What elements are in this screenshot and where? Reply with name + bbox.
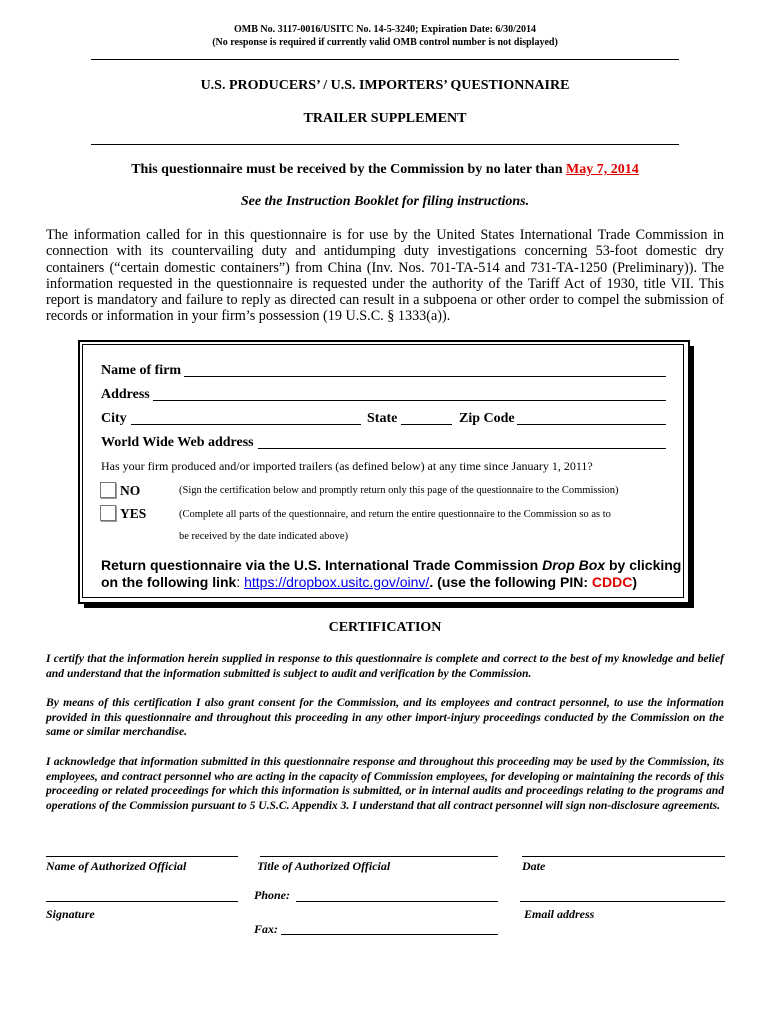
return-colon: :: [236, 574, 245, 590]
due-text: This questionnaire must be received by the Commission by no later than: [131, 162, 563, 177]
phone-field[interactable]: [296, 901, 498, 902]
return-text-2: by clicking on the following link: [101, 557, 682, 590]
zip-label: Zip Code: [459, 411, 515, 426]
email-label: Email address: [524, 907, 595, 921]
firm-name-field[interactable]: [184, 376, 666, 377]
certification-paragraph-3: I acknowledge that information submitted in this questionnaire response and throughout this proceeding may be used by the Commission, its employees, and contract personnel who are acting in the capacity of Commission employees, for developing or maintaining the records of this proceeding or related proceedings for which this information is submitted, or in internal audits and proceedings relating to the programs and operations of the Commission pursuant to 5 U.S.C. Appendix 3. I understand that all contract personnel will sign non-disclosure agreements.: [46, 755, 724, 812]
official-title-label: Title of Authorized Official: [257, 859, 391, 873]
official-title-field[interactable]: [260, 856, 498, 857]
state-label: State: [367, 411, 398, 426]
no-checkbox[interactable]: [100, 482, 116, 498]
official-name-label: Name of Authorized Official: [46, 859, 187, 873]
return-close: ): [632, 574, 638, 590]
subtitle-divider: [91, 144, 679, 145]
page-subtitle: TRAILER SUPPLEMENT: [303, 111, 467, 126]
fax-field[interactable]: [281, 934, 498, 935]
city-field[interactable]: [131, 424, 361, 425]
page-title: U.S. PRODUCERS’ / U.S. IMPORTERS’ QUESTIONNAIRE: [200, 78, 570, 93]
pin-code: CDDC: [591, 574, 633, 590]
address-field[interactable]: [153, 400, 666, 401]
no-option-note: (Sign the certification below and promptly return only this page of the questionnaire to the Commission): [179, 485, 619, 496]
phone-label: Phone:: [254, 888, 290, 902]
web-address-label: World Wide Web address: [101, 435, 254, 450]
date-label: Date: [522, 859, 546, 873]
zip-field[interactable]: [517, 424, 666, 425]
omb-note: (No response is required if currently valid OMB control number is not displayed): [212, 37, 558, 48]
address-label: Address: [101, 387, 150, 402]
date-field[interactable]: [522, 856, 725, 857]
dropbox-link[interactable]: https://dropbox.usitc.gov/oinv/: [244, 574, 430, 590]
due-date: May 7, 2014: [566, 162, 639, 177]
yes-option-label: YES: [120, 506, 147, 521]
fax-label: Fax:: [254, 922, 278, 936]
yes-option-note-2: be received by the date indicated above): [179, 531, 349, 542]
official-name-field[interactable]: [46, 856, 238, 857]
trailer-question: Has your firm produced and/or imported trailers (as defined below) at any time since January 1, 2011?: [101, 459, 593, 473]
firm-name-label: Name of firm: [101, 363, 182, 378]
instruction-note: See the Instruction Booklet for filing instructions.: [240, 194, 530, 209]
no-option-label: NO: [120, 483, 141, 498]
signature-field[interactable]: [46, 901, 238, 902]
yes-checkbox[interactable]: [100, 505, 116, 521]
certification-heading: CERTIFICATION: [328, 620, 442, 635]
return-text-3: . (use the following PIN:: [429, 574, 592, 590]
return-text-1: Return questionnaire via the U.S. International Trade Commission: [101, 557, 543, 573]
certification-paragraph-1: I certify that the information herein supplied in response to this questionnaire is complete and correct to the best of my knowledge and belief and understand that the information submitted is subject to audit and verification by the Commission.: [46, 652, 724, 680]
state-field[interactable]: [401, 424, 452, 425]
certification-paragraph-2: By means of this certification I also grant consent for the Commission, and its employees and contract personnel, to use the information provided in this questionnaire and throughout this proceeding in any other import-injury proceedings conducted by the Commission on the same or similar merchandise.: [46, 696, 724, 739]
city-label: City: [101, 411, 127, 426]
web-address-field[interactable]: [258, 448, 666, 449]
dropbox-text: Drop Box: [542, 557, 606, 573]
yes-option-note-1: (Complete all parts of the questionnaire, and return the entire questionnaire to the Commission so as to: [179, 509, 611, 520]
intro-paragraph: The information called for in this questionnaire is for use by the United States International Trade Commission in connection with its countervailing duty and antidumping duty investigations concerning 53-foot domestic dry containers (“certain domestic containers”) from China (Inv. Nos. 701-TA-514 and 731-TA-1250 (Preliminary)). The information requested in the questionnaire is requested under the authority of the Tariff Act of 1930, title VII. This report is mandatory and failure to reply as directed can result in a subpoena or other order to compel the submission of records or information in your firm’s possession (19 U.S.C. § 1333(a)).: [46, 227, 724, 325]
return-instructions: [101, 557, 686, 591]
omb-line: OMB No. 3117-0016/USITC No. 14-5-3240; Expiration Date: 6/30/2014: [234, 24, 536, 35]
top-divider: [91, 59, 679, 60]
email-field[interactable]: [520, 901, 725, 902]
due-notice: [0, 162, 770, 178]
signature-label: Signature: [46, 907, 95, 921]
